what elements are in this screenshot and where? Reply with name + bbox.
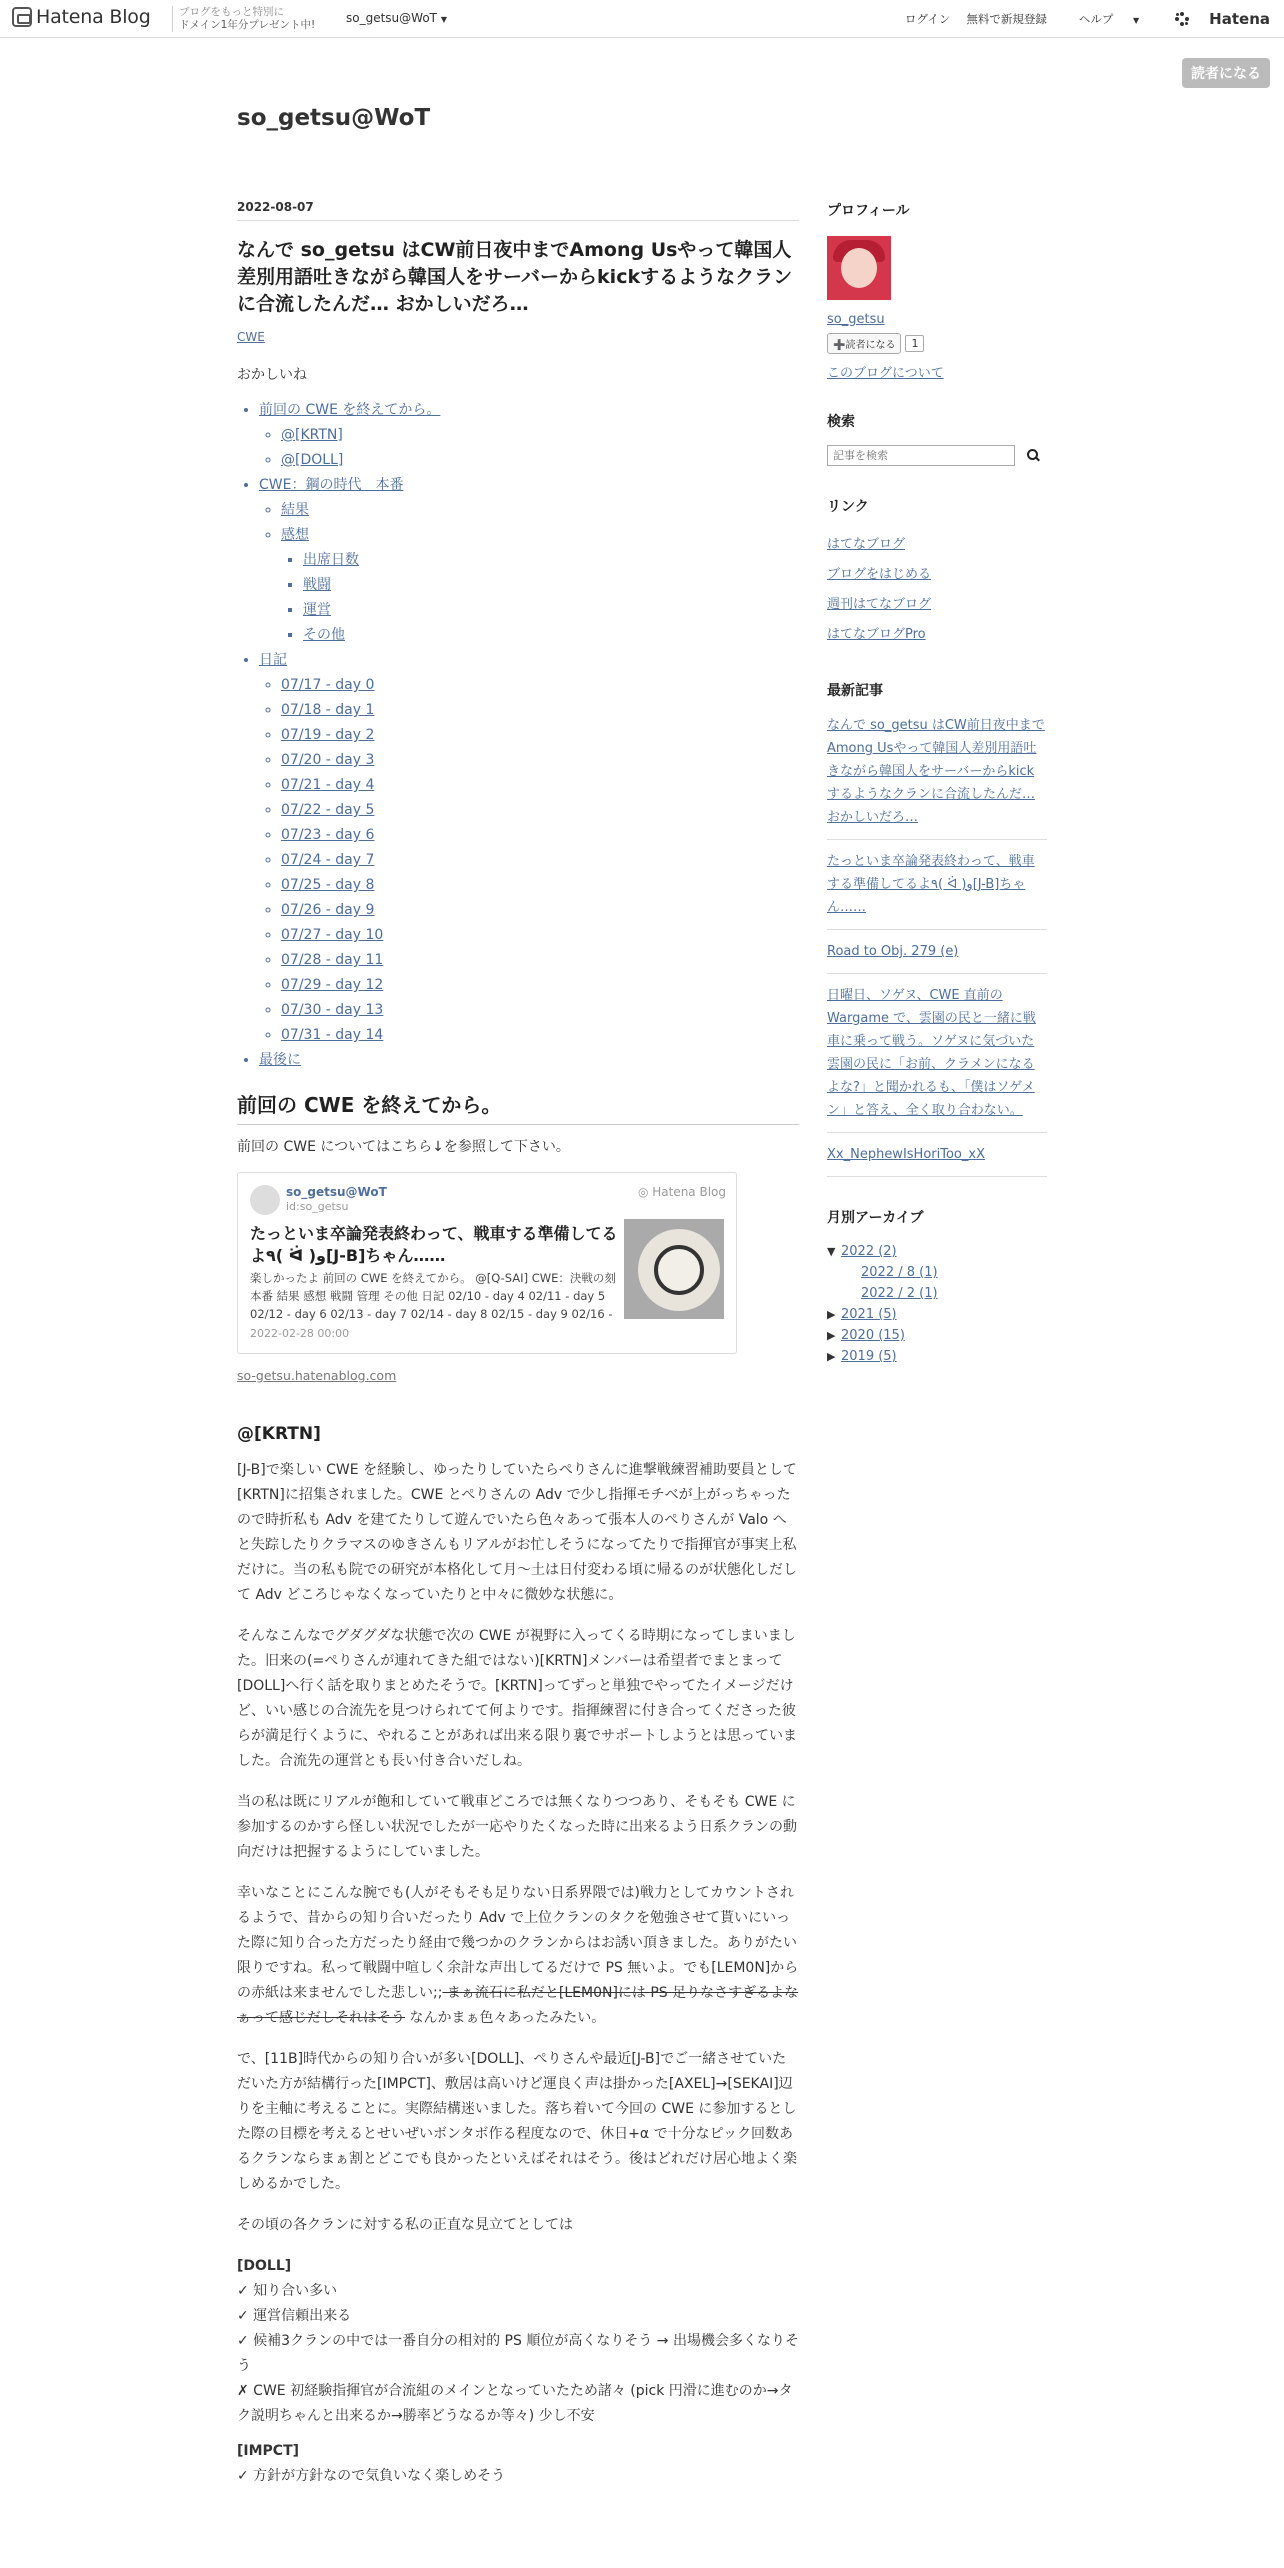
toc-link[interactable]: 07/29 - day 12: [281, 977, 384, 993]
recent-entries-module: [827, 680, 1047, 1177]
module-title: リンク: [827, 499, 869, 515]
archive-year-link[interactable]: 2022 (2): [841, 1244, 897, 1259]
paragraph: 前回の CWE についてはこちら↓を参照して下さい。: [237, 1139, 570, 1155]
evaluation-item: ✓ 知り合い多い: [237, 2283, 338, 2299]
profile-module: [827, 200, 1047, 381]
recent-entry-link[interactable]: なんで so_getsu はCW前日夜中までAmong Usやって韓国人差別用語吐きながら韓国人をサーバーからkickするようなクランに合流したんだ… おかしいだろ…: [827, 718, 1045, 825]
embed-brand: Hatena Blog: [652, 1185, 726, 1199]
clan-evaluation-doll: [237, 2254, 799, 2429]
follow-button[interactable]: [827, 333, 901, 354]
toc-link[interactable]: 結果: [281, 502, 309, 518]
search-input[interactable]: [827, 445, 1015, 466]
about-blog-link[interactable]: このブログについて: [827, 366, 944, 381]
toc-link[interactable]: 運営: [303, 602, 331, 618]
toc-link[interactable]: 07/27 - day 10: [281, 927, 384, 943]
paragraph: [J-B]で楽しい CWE を経験し、ゆったりしていたらぺりさんに進撃戦練習補助要員として[KRTN]に招集されました。CWE とぺりさんの Adv で少し指揮モチベが上がっちゃったので時折私も Adv を建てたりして遊んでいたら色々あって張本人のぺりさんが Valo へと失踪したりクラマスのゆきさんもリアルがお忙しそうになってたりで指揮官が事実上私だけに。当の私も院での研究が本格化して月～土は日付変わる頃に帰るのが状態化しだして Adv どころじゃなくなっていたりと中々に微妙な状態に。: [237, 1462, 797, 1603]
toc-link[interactable]: CWE：鋼の時代 本番: [259, 477, 404, 493]
toc-link[interactable]: 07/17 - day 0: [281, 677, 375, 693]
toc-link[interactable]: 出席日数: [303, 552, 359, 568]
module-title: 月別アーカイブ: [827, 1210, 924, 1226]
archive-year-link[interactable]: 2021 (5): [841, 1307, 897, 1322]
login-link[interactable]: ログイン: [904, 12, 951, 26]
recent-entry-link[interactable]: Road to Obj. 279 (e): [827, 944, 959, 959]
avatar[interactable]: [827, 236, 891, 300]
evaluation-item: ✓ 候補3クランの中では一番自分の相対的 PS 順位が高くなりそう → 出場機会多くなりそう: [237, 2333, 799, 2374]
subscribe-button[interactable]: 読者になる: [1182, 58, 1270, 88]
evaluation-item: ✓ 運営信頼出来る: [237, 2308, 352, 2324]
paragraph: その頃の各クランに対する私の正直な見立てとしては: [237, 2217, 573, 2233]
toc-link[interactable]: 07/30 - day 13: [281, 1002, 384, 1018]
domain-promo[interactable]: [172, 6, 315, 32]
sidebar-link[interactable]: ブログをはじめる: [827, 567, 932, 582]
global-header: [0, 0, 1284, 38]
toc-link[interactable]: 07/26 - day 9: [281, 902, 375, 918]
blog-title[interactable]: so_getsu@WoT: [237, 105, 431, 131]
recent-entry-link[interactable]: たっといま卒論発表終わって、戦車する準備してるよ٩( ᐛ )و[J-B]ちゃん……: [827, 854, 1035, 915]
evaluation-item: ✗ CWE 初経験指揮官が合流組のメインとなっていたため諸々 (pick 円滑に進むのか→タク説明ちゃんと出来るか→勝率どうなるか等々) 少し不安: [237, 2383, 793, 2424]
collapsed-triangle-icon[interactable]: ▶: [827, 1329, 836, 1342]
archive-month-link[interactable]: 2022 / 2 (1): [861, 1286, 938, 1301]
search-icon[interactable]: [1027, 449, 1041, 463]
hatena-blog-logo[interactable]: [12, 6, 151, 28]
follow-label: 読者になる: [845, 340, 896, 351]
plus-icon: ➕: [833, 340, 846, 351]
module-title: 検索: [827, 414, 855, 430]
archive-year-link[interactable]: 2019 (5): [841, 1349, 897, 1364]
embed-thumbnail: [624, 1219, 724, 1319]
help-label: ヘルプ: [1078, 12, 1114, 26]
toc-link[interactable]: 07/18 - day 1: [281, 702, 375, 718]
clan-heading: [IMPCT]: [237, 2443, 300, 2459]
toc-link[interactable]: 07/21 - day 4: [281, 777, 375, 793]
toc-link[interactable]: 07/23 - day 6: [281, 827, 375, 843]
embed-author-id: id:so_getsu: [286, 1200, 349, 1213]
toc-link[interactable]: 07/19 - day 2: [281, 727, 375, 743]
entry-title[interactable]: なんで so_getsu はCW前日夜中までAmong Usやって韓国人差別用語吐きながら韓国人をサーバーからkickするようなクランに合流したんだ… おかしいだろ…: [237, 239, 793, 315]
toc-link[interactable]: 07/22 - day 5: [281, 802, 375, 818]
toc-link[interactable]: 日記: [259, 652, 287, 668]
sidebar-link[interactable]: はてなブログ: [827, 537, 906, 552]
recent-entry-link[interactable]: 日曜日、ソゲヌ、CWE 直前の Wargame で、雲園の民と一緒に戦車に乗って戦う。ソゲヌに気づいた雲園の民に「お前、クラメンになるよな?」と聞かれるも、「僕はソゲメン」と答え、全く取り合わない。: [827, 988, 1036, 1118]
category-tag[interactable]: CWE: [237, 330, 265, 344]
section-heading: 前回の CWE を終えてから。: [237, 1089, 799, 1125]
profile-name-link[interactable]: so_getsu: [827, 312, 885, 327]
collapsed-triangle-icon[interactable]: ▶: [827, 1308, 836, 1321]
sidebar-link[interactable]: 週刊はてなブログ: [827, 597, 932, 612]
toc-link[interactable]: 前回の CWE を終えてから。: [259, 402, 441, 418]
recent-entry-link[interactable]: Xx_NephewIsHoriToo_xX: [827, 1147, 985, 1162]
clan-evaluation-impct: [237, 2439, 799, 2489]
promo-line1: ブログをもっと特別に: [179, 6, 284, 18]
embed-excerpt: 楽しかったよ 前回の CWE を終えてから。 @[Q-SAI] CWE：決戦の刻 本番 結果 感想 戦闘 管理 その他 日記 02/10 - day 4 02/11 - day 5 02/12 - day 6 02/13 - day 7 02/14 - day 8 02/15 - day 9 02/16 -: [250, 1271, 616, 1321]
toc-link[interactable]: 07/28 - day 11: [281, 952, 384, 968]
sidebar: [827, 200, 1047, 1397]
promo-line2: ドメイン1年分プレゼント中!: [179, 19, 316, 31]
hatena-label: Hatena: [1209, 10, 1270, 28]
paragraph-text: 幸いなことにこんな腕でも(人がそもそも足りない日系界隈では)戦力としてカウントされるようで、昔からの知り合いだったり Adv で上位クランのタクを勉強させて貰いにいった際に知り合った方だったり経由で幾つかのクランからはお誘い頂きました。ありがたい限りですね。私って戦闘中喧しく余計な声出してるだけで PS 無いよ。でも[LEM0N]からの赤紙は来ませんでした悲しい;;: [237, 1885, 799, 2001]
expanded-triangle-icon[interactable]: ▼: [827, 1245, 836, 1258]
blog-menu-label: so_getsu@WoT: [346, 11, 437, 25]
module-title: 最新記事: [827, 683, 883, 699]
strikethrough-text: まぁ流石に私だと[LEM0N]には PS 足りなさすぎるよなぁって感じだしそれはそう: [237, 1985, 799, 2026]
toc-link[interactable]: @[KRTN]: [281, 427, 343, 443]
embed-date: 2022-02-28 00:00: [250, 1327, 350, 1340]
article: [237, 200, 799, 2489]
paragraph: [237, 1881, 799, 2031]
archive-year-link[interactable]: 2020 (15): [841, 1328, 905, 1343]
entry-intro: おかしいね: [237, 367, 307, 383]
paragraph: そんなこんなでグダグダな状態で次の CWE が視野に入ってくる時期になってしまいました。旧来の(=ぺりさんが連れてきた組ではない)[KRTN]メンバーは希望者でまとまって[DOLL]へ行く話を取りまとめたそうで。[KRTN]ってずっと単独でやってたイメージだけど、いい感じの合流先を見つけられてて何よりです。指揮練習に付き合ってくださった彼らが満足行くように、やれることがあれば出来る限り裏でサポートしようとは思っていました。合流先の運営とも長い付き合いだしね。: [237, 1628, 797, 1769]
caret-down-icon: ▼: [440, 15, 447, 24]
toc-link[interactable]: 最後に: [259, 1052, 301, 1068]
toc-link[interactable]: 戦闘: [303, 577, 331, 593]
blog-menu-dropdown[interactable]: [346, 11, 447, 25]
module-title: プロフィール: [827, 203, 910, 219]
subsection-heading: @[KRTN]: [237, 1424, 321, 1444]
logo-text: Hatena Blog: [36, 6, 151, 28]
sidebar-link[interactable]: はてなブログPro: [827, 627, 926, 642]
paragraph-text: なんかまぁ色々あったみたい。: [405, 2010, 606, 2026]
hatena-blog-brand: ◎ Hatena Blog: [637, 1185, 726, 1199]
hatena-brand-link[interactable]: [1159, 10, 1270, 28]
embed-title[interactable]: たっといま卒論発表終わって、戦車する準備してるよ٩( ᐛ )و[J-B]ちゃん……: [250, 1224, 618, 1265]
clan-heading: [DOLL]: [237, 2258, 292, 2274]
follower-count: 1: [905, 335, 924, 352]
entry-date[interactable]: 2022-08-07: [237, 200, 799, 221]
paragraph: で、[11B]時代からの知り合いが多い[DOLL]、ぺりさんや最近[J-B]でご一緒させていただいた方が結構行った[IMPCT]、敷居は高いけど運良く声は掛かった[AXEL]→[SEKAI]辺りを主軸に考えることに。実際結構迷いました。落ち着いて今回の CWE に参加するとした際の目標を考えるとせいぜいボンタボ作る程度なので、休日+α で十分なピック回数あるクランならまぁ割とどこでも良かったといえばそれはそう。後はどれだけ居心地よく楽しめるかでした。: [237, 2051, 797, 2192]
search-module: [827, 411, 1047, 466]
toc-link[interactable]: 07/24 - day 7: [281, 852, 375, 868]
signup-link[interactable]: 無料で新規登録: [966, 12, 1047, 26]
blog-card-embed[interactable]: [237, 1172, 737, 1354]
embed-author[interactable]: so_getsu@WoT: [286, 1185, 387, 1199]
toc-link[interactable]: 07/25 - day 8: [281, 877, 375, 893]
toc-link[interactable]: その他: [303, 627, 345, 643]
help-menu[interactable]: [1063, 11, 1139, 27]
hatena-dots-icon: [1175, 12, 1189, 26]
toc-link[interactable]: 感想: [281, 527, 309, 543]
links-module: [827, 496, 1047, 650]
toc-link[interactable]: 07/20 - day 3: [281, 752, 375, 768]
table-of-contents: [237, 398, 799, 1073]
avatar: [250, 1185, 280, 1215]
evaluation-item: ✓ 方針が方針なので気負いなく楽しめそう: [237, 2468, 506, 2484]
caret-down-icon: ▼: [1133, 16, 1140, 25]
collapsed-triangle-icon[interactable]: ▶: [827, 1350, 836, 1363]
toc-link[interactable]: @[DOLL]: [281, 452, 344, 468]
embed-source-link[interactable]: so-getsu.hatenablog.com: [237, 1368, 397, 1383]
archive-module: [827, 1207, 1047, 1367]
toc-link[interactable]: 07/31 - day 14: [281, 1027, 384, 1043]
archive-month-link[interactable]: 2022 / 8 (1): [861, 1265, 938, 1280]
hatena-blog-logo-icon: [12, 7, 32, 27]
paragraph: 当の私は既にリアルが飽和していて戦車どころでは無くなりつつあり、そもそも CWE に参加するのかすら怪しい状況でしたが一応やりたくなった時に出来るよう日系クランの動向だけは把握するようにしていました。: [237, 1794, 797, 1860]
